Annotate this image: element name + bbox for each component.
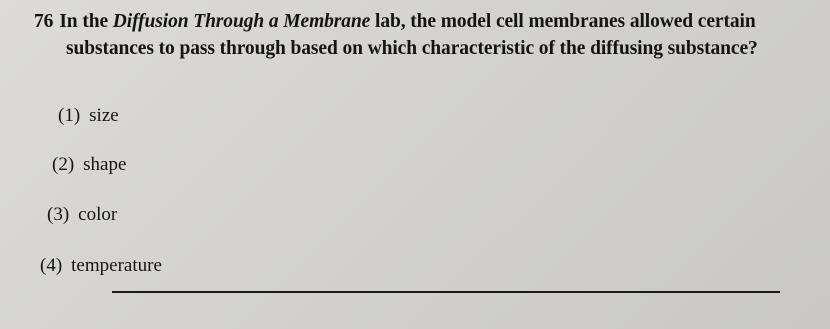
choice-2[interactable] (52, 154, 126, 176)
choice-text: shape (83, 154, 127, 175)
question-number: 76 (34, 11, 54, 32)
choice-number: (3) (47, 204, 70, 225)
choice-text: color (78, 204, 118, 225)
question-text-pre: In the (59, 11, 113, 32)
choice-3[interactable] (47, 204, 117, 226)
question-line-2: substances to pass through based on which characteristic of the diffusing substance? (66, 38, 758, 59)
choice-text: temperature (71, 255, 162, 276)
question-text-post: lab, the model cell membranes allowed certain (370, 11, 756, 32)
lab-title: Diffusion Through a Membrane (112, 11, 371, 32)
choice-4[interactable] (40, 255, 162, 277)
choice-1[interactable] (58, 105, 119, 127)
divider-line (112, 291, 780, 293)
choice-number: (1) (58, 105, 81, 126)
choice-number: (2) (52, 154, 75, 175)
question-line-1 (34, 8, 824, 35)
show-through-text (305, 92, 309, 108)
choice-number: (4) (40, 255, 63, 276)
choice-text: size (89, 105, 119, 126)
question-76 (34, 8, 824, 62)
